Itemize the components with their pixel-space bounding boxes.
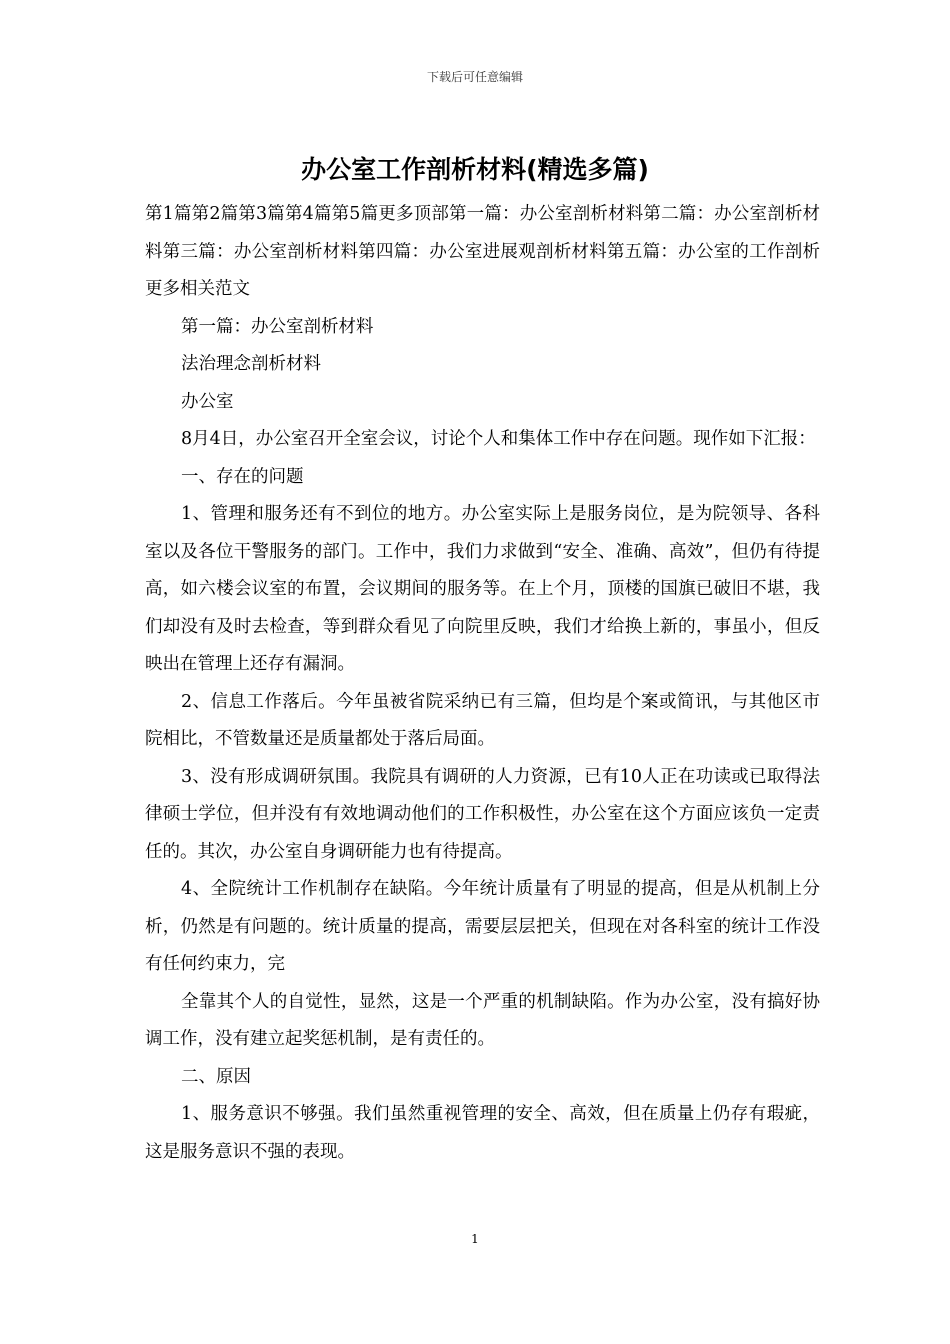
body-paragraph: 4、全院统计工作机制存在缺陷。今年统计质量有了明显的提高，但是从机制上分析，仍然是有问题的。统计质量的提高，需要层层把关，但现在对各科室的统计工作没有任何约束力，完 [145, 879, 820, 974]
author-line: 办公室 [181, 391, 234, 412]
section-heading: 第一篇：办公室剖析材料 [181, 316, 374, 337]
body-paragraph: 1、管理和服务还有不到位的地方。办公室实际上是服务岗位，是为院领导、各科室以及各位干警服务的部门。工作中，我们力求做到“安全、准确、高效”，但仍有待提高，如六楼会议室的布置，会议期间的服务等。在上个月，顶楼的国旗已破旧不堪，我们却没有及时去检查，等到群众看见了向院里反映，我们才给换上新的，事虽小，但反映出在管理上还存有漏洞。 [145, 504, 820, 674]
body-paragraph: 全靠其个人的自觉性，显然，这是一个严重的机制缺陷。作为办公室，没有搞好协调工作，没有建立起奖惩机制，是有责任的。 [145, 991, 820, 1049]
toc-paragraph: 第1篇第2篇第3篇第4篇第5篇更多顶部第一篇：办公室剖析材料第二篇：办公室剖析材料第三篇：办公室剖析材料第四篇：办公室进展观剖析材料第五篇：办公室的工作剖析更多相关范文 [145, 204, 820, 299]
section-heading: 一、存在的问题 [181, 466, 304, 487]
document-body [145, 196, 820, 1171]
section-heading: 二、原因 [181, 1066, 251, 1087]
body-paragraph: 2、信息工作落后。今年虽被省院采纳已有三篇，但均是个案或简讯，与其他区市院相比，不管数量还是质量都处于落后局面。 [145, 691, 820, 749]
body-paragraph: 1、服务意识不够强。我们虽然重视管理的安全、高效，但在质量上仍存有瑕疵，这是服务意识不强的表现。 [145, 1104, 820, 1162]
subtitle-line: 法治理念剖析材料 [181, 354, 321, 374]
body-paragraph: 3、没有形成调研氛围。我院具有调研的人力资源，已有10人正在功读或已取得法律硕士学位，但并没有有效地调动他们的工作积极性，办公室在这个方面应该负一定责任的。其次，办公室自身调研能力也有待提高。 [145, 766, 820, 862]
page-header: 下载后可任意编辑 [426, 70, 523, 84]
document-title: 办公室工作剖析材料(精选多篇) [301, 155, 649, 184]
page-number: 1 [471, 1232, 479, 1246]
body-paragraph: 8月4日，办公室召开全室会议，讨论个人和集体工作中存在问题。现作如下汇报： [181, 429, 816, 449]
